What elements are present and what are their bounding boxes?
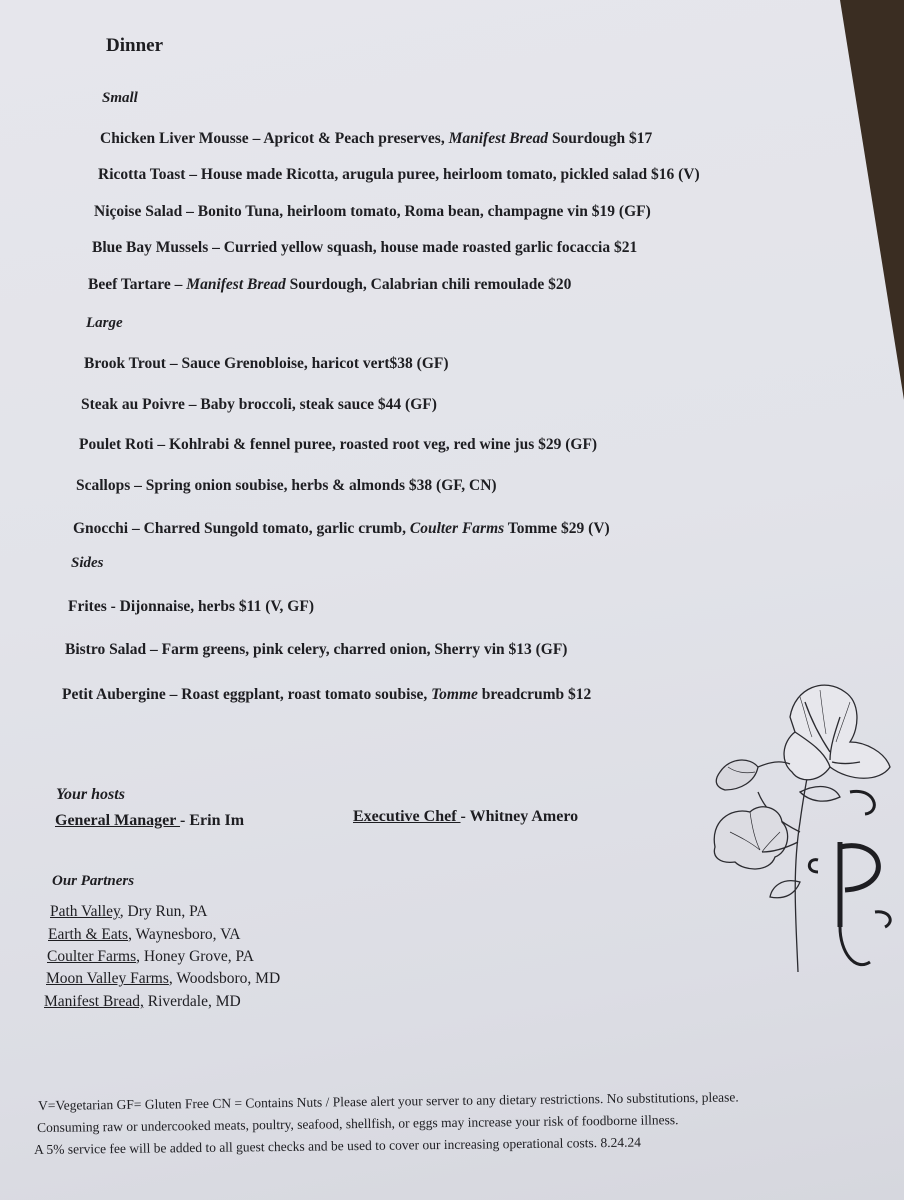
executive-chef (353, 808, 578, 826)
item-description: Bonito Tuna, heirloom tomato, Roma bean, champagne vin $19 (GF) (197, 203, 651, 220)
gm-role: General Manager (55, 812, 181, 829)
item-name: Steak au Poivre (81, 396, 185, 413)
menu-item (98, 166, 700, 184)
chef-role: Executive Chef (353, 808, 461, 825)
hosts-heading: Your hosts (56, 786, 125, 803)
partner-place: , Woodsboro, MD (168, 970, 281, 987)
menu-item (88, 276, 571, 294)
item-description: Roast eggplant, roast tomato soubise, (181, 686, 432, 703)
partner-item (46, 970, 280, 988)
item-separator: - (106, 598, 120, 615)
partner-name: Coulter Farms (47, 948, 137, 965)
gm-name: - Erin Im (180, 812, 245, 829)
item-italic: Coulter Farms (409, 520, 505, 537)
menu-item (62, 686, 591, 704)
item-separator: – (184, 396, 201, 413)
partner-name: Moon Valley Farms (46, 970, 169, 987)
item-description: Baby broccoli, steak sauce $44 (GF) (200, 396, 437, 413)
partner-item (44, 993, 241, 1011)
section-heading-sides: Sides (71, 555, 104, 571)
item-separator: – (146, 641, 162, 658)
dietary-legend: V=Vegetarian GF= Gluten Free CN = Contains Nuts / Please alert your server to any dietary restrictions. No substitutions, please. (38, 1089, 739, 1113)
item-separator: – (130, 477, 146, 494)
food-safety-notice: Consuming raw or undercooked meats, poultry, seafood, shellfish, or eggs may increase your risk of foodborne illness. (37, 1112, 679, 1135)
item-separator: – (165, 355, 182, 372)
menu-item (68, 598, 314, 616)
item-tail: breadcrumb $12 (477, 686, 592, 703)
item-name: Bistro Salad (65, 641, 147, 658)
item-name: Scallops (76, 477, 131, 494)
chef-name: - Whitney Amero (460, 808, 579, 825)
item-description: House made Ricotta, arugula puree, heirloom tomato, pickled salad $16 (V) (200, 166, 700, 183)
partner-item (48, 926, 240, 944)
partners-heading: Our Partners (52, 873, 135, 889)
item-italic: Tomme (431, 686, 478, 703)
item-italic: Manifest Bread (448, 130, 549, 147)
item-name: Blue Bay Mussels (92, 239, 209, 256)
menu-item (100, 130, 652, 148)
partner-name: Path Valley (50, 903, 120, 920)
section-heading-large: Large (86, 315, 123, 331)
item-description: Kohlrabi & fennel puree, roasted root veg, red wine jus $29 (GF) (168, 436, 598, 453)
service-fee-notice: A 5% service fee will be added to all guest checks and be used to cover our increasing operational costs. 8.24.24 (34, 1134, 642, 1157)
partner-name: Earth & Eats (48, 926, 129, 943)
item-description: Charred Sungold tomato, garlic crumb, (143, 520, 410, 537)
item-name: Niçoise Salad (94, 203, 183, 220)
partner-name: Manifest Bread, (44, 993, 144, 1010)
general-manager (55, 812, 244, 830)
item-separator: – (128, 520, 144, 537)
menu-item (92, 239, 637, 257)
item-separator: – (165, 686, 182, 703)
menu-title: Dinner (106, 35, 163, 56)
item-name: Gnocchi (73, 520, 129, 537)
partner-place: , Waynesboro, VA (128, 926, 241, 943)
menu-item (76, 477, 497, 495)
item-name: Petit Aubergine (62, 686, 166, 703)
item-separator: – (153, 436, 169, 453)
botanical-flower-monogram-p-icon (700, 672, 900, 984)
item-description: Curried yellow squash, house made roasted garlic focaccia $21 (223, 239, 638, 256)
menu-item (84, 355, 449, 373)
partner-place: , Dry Run, PA (119, 903, 208, 920)
item-name: Chicken Liver Mousse (100, 130, 249, 147)
item-separator: – (208, 239, 224, 256)
menu-item (73, 520, 610, 538)
partner-item (47, 948, 254, 966)
item-description: Apricot & Peach preserves, (263, 130, 449, 147)
item-name: Beef Tartare (88, 276, 171, 293)
item-separator: – (182, 203, 198, 220)
item-description: Farm greens, pink celery, charred onion, Sherry vin $13 (GF) (161, 641, 568, 658)
item-description: Sauce Grenobloise, haricot vert$38 (GF) (181, 355, 449, 372)
item-description: Dijonnaise, herbs $11 (V, GF) (119, 598, 314, 615)
menu-item (65, 641, 567, 659)
item-name: Ricotta Toast (98, 166, 186, 183)
item-separator: – (170, 276, 187, 293)
item-name: Poulet Roti (79, 436, 154, 453)
item-italic: Manifest Bread (186, 276, 286, 293)
partner-place: Riverdale, MD (143, 993, 241, 1010)
menu-item (81, 396, 437, 414)
menu-item (79, 436, 597, 454)
section-heading-small: Small (102, 90, 138, 106)
item-tail: Sourdough, Calabrian chili remoulade $20 (285, 276, 572, 293)
item-separator: – (185, 166, 201, 183)
item-description: Spring onion soubise, herbs & almonds $38 (GF, CN) (145, 477, 497, 494)
item-separator: – (248, 130, 264, 147)
partner-place: , Honey Grove, PA (136, 948, 254, 965)
item-name: Frites (68, 598, 107, 615)
item-tail: Tomme $29 (V) (504, 520, 610, 537)
partner-item (50, 903, 207, 921)
item-name: Brook Trout (84, 355, 166, 372)
item-tail: Sourdough $17 (548, 130, 653, 147)
menu-item (94, 203, 651, 221)
